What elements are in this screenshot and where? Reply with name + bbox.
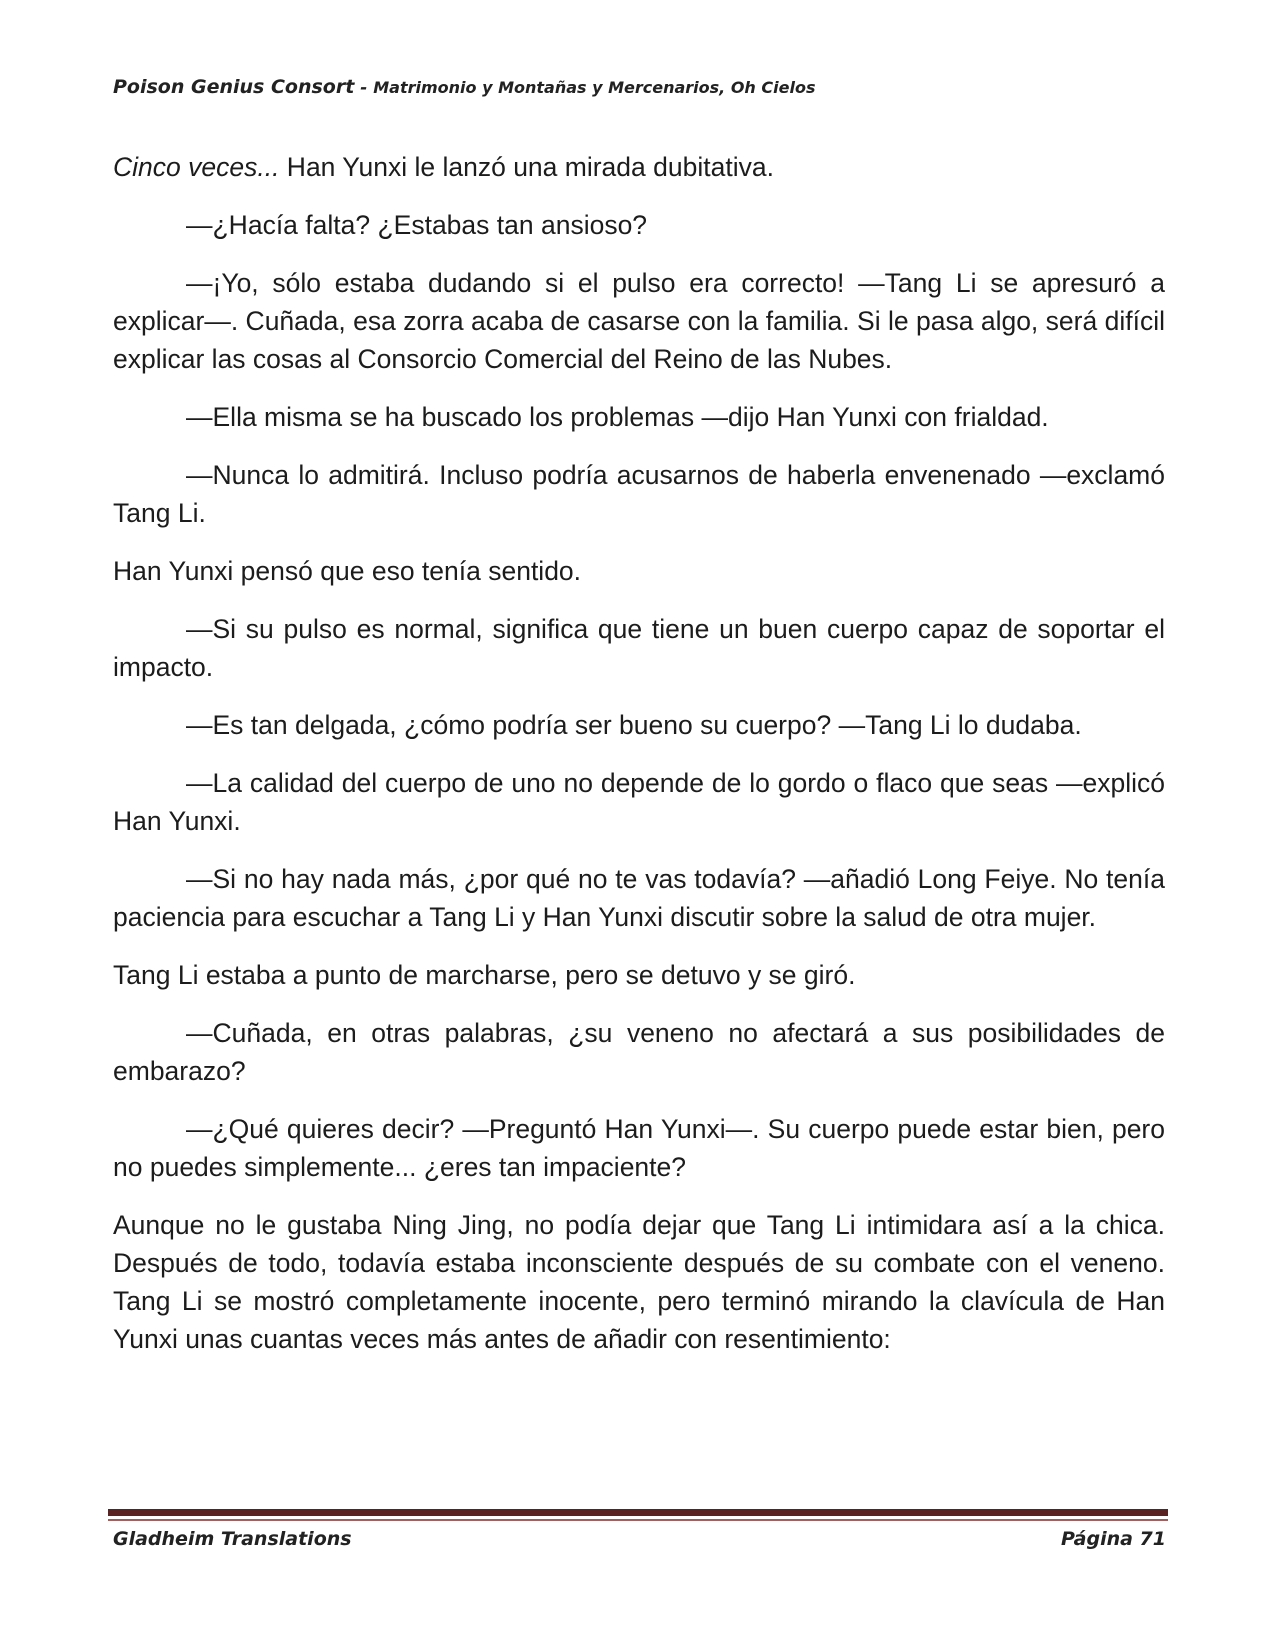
paragraph-11: Tang Li estaba a punto de marcharse, pero se detuvo y se giró. bbox=[113, 960, 856, 990]
paragraph-10: —Si no hay nada más, ¿por qué no te vas todavía? —añadió Long Feiye. No tenía paciencia para escuchar a Tang Li y Han Yunxi discutir sobre la salud de otra mujer. bbox=[113, 864, 1165, 932]
paragraph-7: —Si su pulso es normal, significa que tiene un buen cuerpo capaz de soportar el impacto. bbox=[113, 614, 1165, 682]
header-separator: - bbox=[354, 78, 374, 98]
page-header bbox=[113, 76, 1163, 98]
paragraph-12: —Cuñada, en otras palabras, ¿su veneno no afectará a sus posibilidades de embarazo? bbox=[113, 1018, 1165, 1086]
paragraph-1-lead: Cinco veces... bbox=[113, 152, 280, 182]
header-title: Poison Genius Consort bbox=[113, 76, 355, 98]
paragraph-4: —Ella misma se ha buscado los problemas —dijo Han Yunxi con frialdad. bbox=[186, 402, 1049, 432]
header-subtitle: Matrimonio y Montañas y Mercenarios, Oh Cielos bbox=[373, 78, 816, 97]
paragraph-13: —¿Qué quieres decir? —Preguntó Han Yunxi—. Su cuerpo puede estar bien, pero no puedes simplemente... ¿eres tan impaciente? bbox=[113, 1114, 1165, 1182]
paragraph-8: —Es tan delgada, ¿cómo podría ser bueno su cuerpo? —Tang Li lo dudaba. bbox=[186, 710, 1082, 740]
footer-publisher: Gladheim Translations bbox=[113, 1528, 352, 1550]
paragraph-14: Aunque no le gustaba Ning Jing, no podía dejar que Tang Li intimidara así a la chica. Después de todo, todavía estaba inconsciente después de su combate con el veneno. Tang Li se mostró completamente inocente, pero terminó mirando la clavícula de Han Yunxi unas cuantas veces más antes de añadir con resentimiento: bbox=[113, 1210, 1165, 1354]
paragraph-6: Han Yunxi pensó que eso tenía sentido. bbox=[113, 556, 582, 586]
paragraph-1 bbox=[113, 148, 1165, 186]
paragraph-2: —¿Hacía falta? ¿Estabas tan ansioso? bbox=[186, 210, 648, 240]
footer-page-number: Página 71 bbox=[1060, 1528, 1166, 1550]
footer-divider-thick bbox=[108, 1509, 1168, 1516]
paragraph-5: —Nunca lo admitirá. Incluso podría acusarnos de haberla envenenado —exclamó Tang Li. bbox=[113, 460, 1165, 528]
footer-divider-thin bbox=[108, 1519, 1168, 1521]
paragraph-9: —La calidad del cuerpo de uno no depende de lo gordo o flaco que seas —explicó Han Yunxi. bbox=[113, 768, 1165, 836]
paragraph-3: —¡Yo, sólo estaba dudando si el pulso era correcto! —Tang Li se apresuró a explicar—. Cuñada, esa zorra acaba de casarse con la familia. Si le pasa algo, será difícil explicar las cosas al Consorcio Comercial del Reino de las Nubes. bbox=[113, 268, 1165, 374]
page-body bbox=[113, 148, 1165, 1378]
paragraph-1-text: Han Yunxi le lanzó una mirada dubitativa. bbox=[279, 152, 774, 182]
